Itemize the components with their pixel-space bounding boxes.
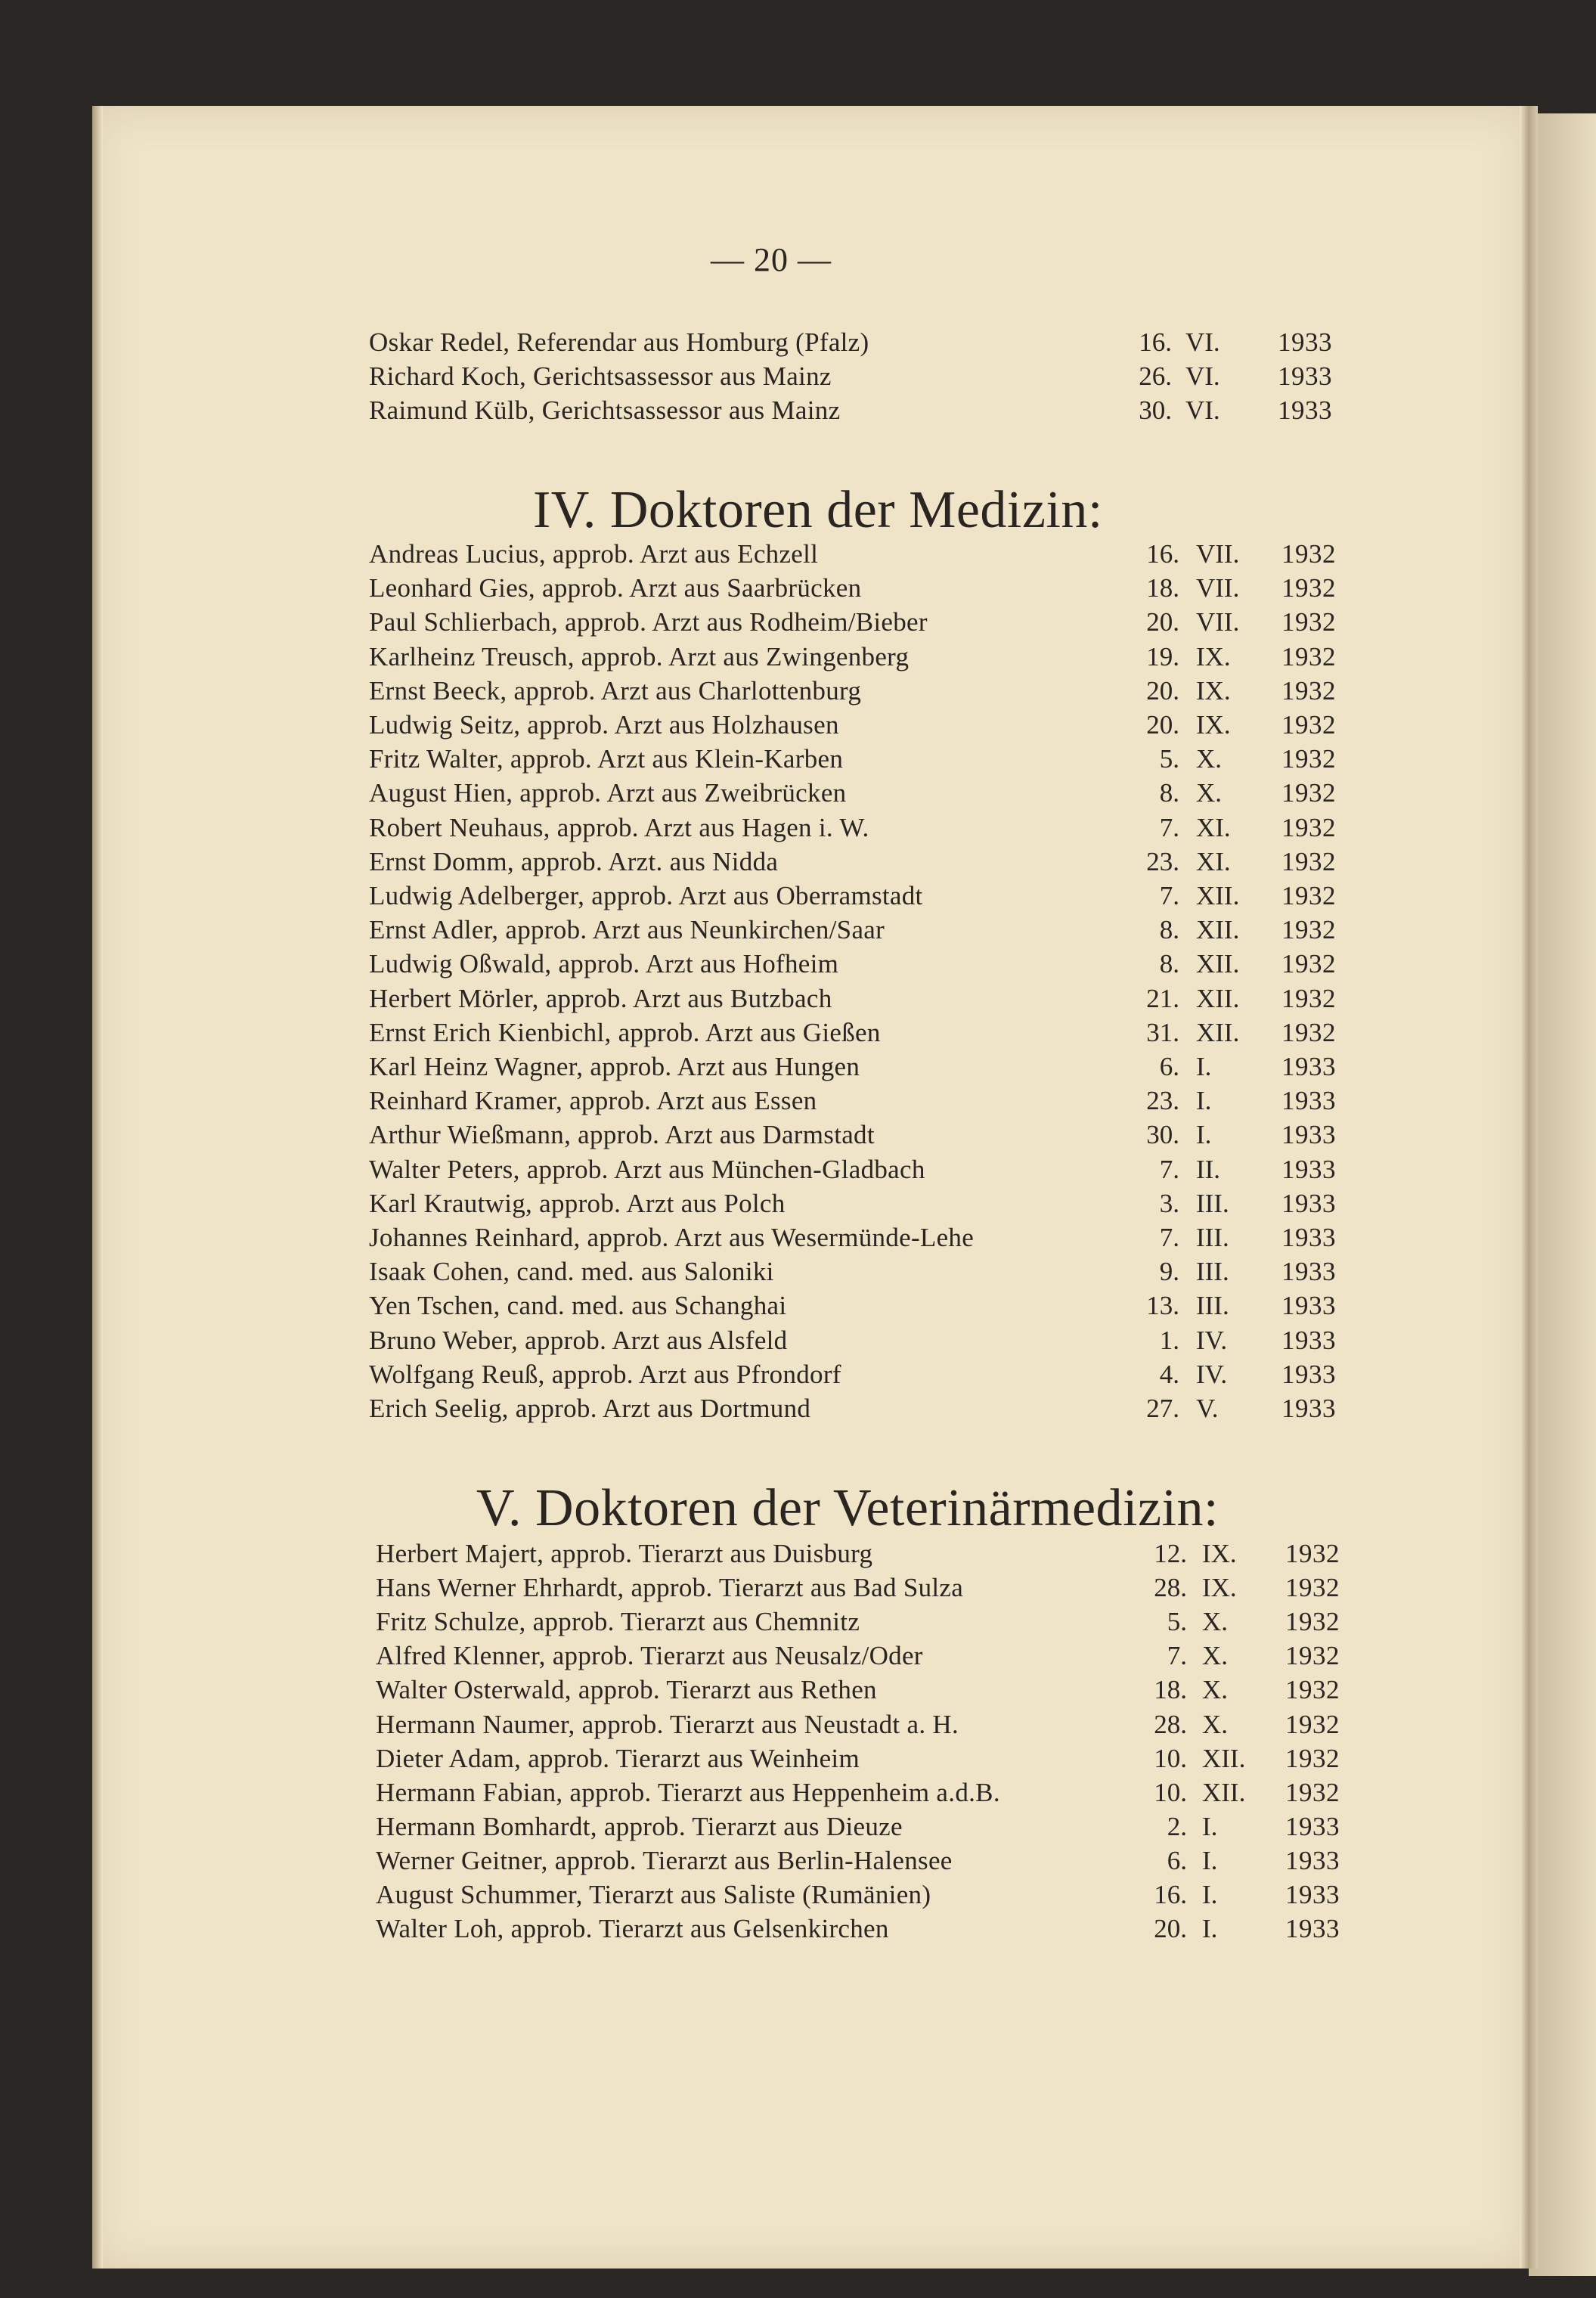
entry-year: 1933: [1285, 1845, 1340, 1875]
entry-day: 28.: [1154, 1709, 1187, 1739]
entry-month: III.: [1196, 1223, 1229, 1252]
entry-day: 26.: [1139, 361, 1172, 391]
list-entry: [369, 359, 1353, 394]
entry-year: 1933: [1281, 1291, 1336, 1321]
entry-name: Herbert Majert, approb. Tierarzt aus Duisburg: [376, 1539, 873, 1568]
entry-year: 1932: [1281, 744, 1336, 774]
entry-day: 7.: [1159, 1223, 1179, 1252]
entry-day: 23.: [1146, 1086, 1179, 1116]
entry-year: 1932: [1281, 881, 1336, 910]
list-entry: [369, 1050, 1357, 1084]
entry-day: 10.: [1154, 1743, 1187, 1773]
entry-name: Erich Seelig, approb. Arzt aus Dortmund: [369, 1394, 811, 1423]
list-entry: [369, 605, 1357, 640]
list-entry: [369, 811, 1357, 845]
entry-year: 1932: [1285, 1573, 1340, 1603]
entry-month: X.: [1202, 1641, 1229, 1671]
entry-day: 21.: [1146, 983, 1179, 1013]
entry-month: XI.: [1196, 812, 1231, 842]
entry-day: 2.: [1167, 1811, 1187, 1841]
entry-month: I.: [1196, 1120, 1212, 1150]
entry-name: Ernst Domm, approb. Arzt. aus Nidda: [369, 846, 779, 876]
entry-month: X.: [1202, 1607, 1229, 1637]
list-entry: [369, 325, 1353, 360]
entry-name: Walter Osterwald, approb. Tierarzt aus Rethen: [376, 1675, 877, 1705]
entry-month: XII.: [1196, 1017, 1240, 1047]
entry-month: IX.: [1202, 1573, 1237, 1603]
entry-name: Leonhard Gies, approb. Arzt aus Saarbrücken: [369, 573, 862, 603]
entry-month: VII.: [1196, 607, 1240, 637]
entry-year: 1932: [1285, 1777, 1340, 1807]
entry-month: XI.: [1196, 846, 1231, 876]
list-entry: [376, 1741, 1361, 1776]
entry-day: 20.: [1146, 675, 1179, 706]
entry-name: Bruno Weber, approb. Arzt aus Alsfeld: [369, 1325, 788, 1355]
entry-year: 1933: [1278, 327, 1332, 357]
entry-day: 13.: [1146, 1291, 1179, 1321]
entry-year: 1933: [1281, 1359, 1336, 1389]
entry-day: 18.: [1154, 1675, 1187, 1705]
entry-name: Robert Neuhaus, approb. Arzt aus Hagen i. W.: [369, 812, 869, 842]
entry-year: 1933: [1281, 1223, 1336, 1252]
entry-year: 1932: [1281, 812, 1336, 842]
entry-day: 5.: [1167, 1607, 1187, 1637]
list-entry: [376, 1707, 1361, 1742]
list-entry: [369, 1084, 1357, 1118]
entry-name: Karlheinz Treusch, approb. Arzt aus Zwingenberg: [369, 641, 910, 671]
entry-year: 1933: [1281, 1257, 1336, 1287]
entry-year: 1932: [1281, 846, 1336, 876]
entry-year: 1933: [1281, 1086, 1336, 1116]
entry-month: I.: [1202, 1914, 1218, 1944]
entry-month: II.: [1196, 1154, 1221, 1184]
page-gutter: [1520, 106, 1538, 2269]
entry-day: 12.: [1154, 1539, 1187, 1568]
list-entry: [376, 1775, 1361, 1810]
list-entry: [369, 708, 1357, 743]
entry-name: Reinhard Kramer, approb. Arzt aus Essen: [369, 1086, 817, 1116]
entry-year: 1932: [1285, 1641, 1340, 1671]
entry-day: 18.: [1146, 573, 1179, 603]
entry-month: I.: [1196, 1086, 1212, 1116]
entry-month: XII.: [1202, 1743, 1246, 1773]
entry-year: 1932: [1281, 949, 1336, 979]
list-entry: [369, 879, 1357, 913]
entry-day: 5.: [1159, 744, 1179, 774]
entry-day: 7.: [1167, 1641, 1187, 1671]
entry-year: 1933: [1281, 1188, 1336, 1218]
entry-name: Wolfgang Reuß, approb. Arzt aus Pfrondorf: [369, 1359, 841, 1389]
entry-name: Ernst Erich Kienbichl, approb. Arzt aus Gießen: [369, 1017, 881, 1047]
entry-day: 16.: [1139, 327, 1172, 357]
list-entry: [376, 1673, 1361, 1707]
entry-name: Herbert Mörler, approb. Arzt aus Butzbach: [369, 983, 832, 1013]
entry-name: Richard Koch, Gerichtsassessor aus Mainz: [369, 361, 832, 391]
entry-day: 19.: [1146, 641, 1179, 671]
entry-day: 8.: [1159, 778, 1179, 808]
list-entry: [376, 1537, 1361, 1571]
entry-month: I.: [1202, 1845, 1218, 1875]
list-entry: [369, 393, 1353, 428]
entry-year: 1932: [1281, 1017, 1336, 1047]
list-entry: [369, 674, 1357, 709]
entry-year: 1933: [1281, 1120, 1336, 1150]
list-entry: [376, 1605, 1361, 1639]
entry-name: Karl Krautwig, approb. Arzt aus Polch: [369, 1188, 786, 1218]
entry-month: V.: [1196, 1394, 1219, 1423]
list-entry: [369, 845, 1357, 879]
entry-month: VI.: [1185, 327, 1220, 357]
entry-day: 8.: [1159, 949, 1179, 979]
list-entry: [376, 1912, 1361, 1946]
entry-day: 7.: [1159, 1154, 1179, 1184]
entry-year: 1932: [1281, 607, 1336, 637]
entry-day: 7.: [1159, 881, 1179, 910]
entry-year: 1932: [1281, 641, 1336, 671]
entry-year: 1932: [1285, 1743, 1340, 1773]
entry-day: 30.: [1139, 395, 1172, 425]
entry-month: IV.: [1196, 1359, 1228, 1389]
entry-year: 1932: [1285, 1607, 1340, 1637]
page-number: — 20 —: [711, 241, 832, 278]
entry-name: August Schummer, Tierarzt aus Saliste (Rumänien): [376, 1880, 931, 1909]
section-iv-heading: IV. Doktoren der Medizin:: [533, 481, 1103, 539]
entry-day: 10.: [1154, 1777, 1187, 1807]
entry-year: 1932: [1281, 539, 1336, 569]
entry-name: Hermann Naumer, approb. Tierarzt aus Neustadt a. H.: [376, 1709, 959, 1739]
list-entry: [369, 1016, 1357, 1050]
entry-name: Hermann Bomhardt, approb. Tierarzt aus Dieuze: [376, 1811, 903, 1841]
entry-month: XII.: [1202, 1777, 1246, 1807]
entry-day: 31.: [1146, 1017, 1179, 1047]
entry-month: XII.: [1196, 983, 1240, 1013]
list-entry: [369, 1118, 1357, 1152]
entry-name: Hermann Fabian, approb. Tierarzt aus Heppenheim a.d.B.: [376, 1777, 1000, 1807]
list-entry: [369, 1254, 1357, 1289]
list-entry: [376, 1571, 1361, 1605]
entry-day: 16.: [1154, 1880, 1187, 1909]
entry-month: III.: [1196, 1291, 1229, 1321]
entry-day: 9.: [1159, 1257, 1179, 1287]
entry-day: 30.: [1146, 1120, 1179, 1150]
entry-month: XII.: [1196, 949, 1240, 979]
entry-month: VII.: [1196, 573, 1240, 603]
list-entry: [369, 1391, 1357, 1426]
entry-year: 1932: [1281, 915, 1336, 945]
list-entry: [376, 1810, 1361, 1844]
list-entry: [369, 571, 1357, 606]
entry-day: 16.: [1146, 539, 1179, 569]
entry-month: IX.: [1196, 710, 1231, 740]
entry-name: Ludwig Oßwald, approb. Arzt aus Hofheim: [369, 949, 839, 979]
entry-name: Werner Geitner, approb. Tierarzt aus Berlin-Halensee: [376, 1845, 953, 1875]
entry-year: 1932: [1281, 710, 1336, 740]
entry-year: 1933: [1285, 1880, 1340, 1909]
entry-month: IV.: [1196, 1325, 1228, 1355]
entry-name: Fritz Schulze, approb. Tierarzt aus Chemnitz: [376, 1607, 860, 1637]
entry-month: IX.: [1196, 675, 1231, 706]
entry-year: 1932: [1285, 1709, 1340, 1739]
entry-year: 1933: [1285, 1914, 1340, 1944]
list-entry: [369, 1323, 1357, 1358]
entry-name: Walter Loh, approb. Tierarzt aus Gelsenkirchen: [376, 1914, 889, 1944]
entry-day: 6.: [1167, 1845, 1187, 1875]
entry-year: 1933: [1281, 1394, 1336, 1423]
entry-name: Yen Tschen, cand. med. aus Schanghai: [369, 1291, 787, 1321]
entry-year: 1932: [1285, 1675, 1340, 1705]
entry-year: 1932: [1281, 675, 1336, 706]
list-entry: [369, 776, 1357, 811]
list-entry: [369, 1357, 1357, 1392]
entry-name: Alfred Klenner, approb. Tierarzt aus Neusalz/Oder: [376, 1641, 923, 1671]
entry-name: Fritz Walter, approb. Arzt aus Klein-Karben: [369, 744, 844, 774]
entry-month: I.: [1202, 1811, 1218, 1841]
entry-year: 1933: [1278, 361, 1332, 391]
list-entry: [369, 1152, 1357, 1187]
list-entry: [369, 1289, 1357, 1323]
entry-year: 1932: [1285, 1539, 1340, 1568]
section-v-heading: V. Doktoren der Veterinärmedizin:: [476, 1479, 1219, 1537]
entry-month: X.: [1202, 1675, 1229, 1705]
list-entry: [369, 1220, 1357, 1255]
entry-name: Arthur Wießmann, approb. Arzt aus Darmstadt: [369, 1120, 875, 1150]
list-entry: [369, 1186, 1357, 1221]
list-entry: [369, 982, 1357, 1016]
entry-name: Isaak Cohen, cand. med. aus Saloniki: [369, 1257, 774, 1287]
list-entry: [369, 640, 1357, 675]
entry-name: Johannes Reinhard, approb. Arzt aus Wesermünde-Lehe: [369, 1223, 975, 1252]
entry-month: XII.: [1196, 881, 1240, 910]
list-entry: [376, 1844, 1361, 1878]
list-entry: [376, 1639, 1361, 1673]
entry-day: 7.: [1159, 812, 1179, 842]
entry-name: Ernst Adler, approb. Arzt aus Neunkirchen/Saar: [369, 915, 885, 945]
entry-name: Paul Schlierbach, approb. Arzt aus Rodheim/Bieber: [369, 607, 928, 637]
entry-name: Hans Werner Ehrhardt, approb. Tierarzt aus Bad Sulza: [376, 1573, 964, 1603]
entry-day: 28.: [1154, 1573, 1187, 1603]
list-entry: [369, 947, 1357, 982]
entry-name: Dieter Adam, approb. Tierarzt aus Weinheim: [376, 1743, 860, 1773]
entry-month: X.: [1196, 744, 1223, 774]
entry-name: Walter Peters, approb. Arzt aus München-Gladbach: [369, 1154, 925, 1184]
entry-month: III.: [1196, 1257, 1229, 1287]
entry-day: 1.: [1159, 1325, 1179, 1355]
entry-year: 1933: [1281, 1325, 1336, 1355]
entry-year: 1933: [1278, 395, 1332, 425]
entry-year: 1933: [1281, 1154, 1336, 1184]
entry-year: 1933: [1281, 1052, 1336, 1081]
page-spine-shadow: [92, 106, 103, 2269]
entry-name: Raimund Külb, Gerichtsassessor aus Mainz: [369, 395, 841, 425]
entry-month: IX.: [1196, 641, 1231, 671]
entry-month: X.: [1196, 778, 1223, 808]
entry-day: 20.: [1146, 607, 1179, 637]
entry-month: VI.: [1185, 361, 1220, 391]
entry-name: Ernst Beeck, approb. Arzt aus Charlottenburg: [369, 675, 862, 706]
entry-day: 6.: [1159, 1052, 1179, 1081]
entry-day: 23.: [1146, 846, 1179, 876]
entry-name: Oskar Redel, Referendar aus Homburg (Pfalz): [369, 327, 869, 357]
entry-year: 1932: [1281, 778, 1336, 808]
entry-name: Ludwig Adelberger, approb. Arzt aus Oberramstadt: [369, 881, 923, 910]
entry-month: VII.: [1196, 539, 1240, 569]
entry-name: August Hien, approb. Arzt aus Zweibrücken: [369, 778, 847, 808]
entry-year: 1932: [1281, 983, 1336, 1013]
entry-name: Ludwig Seitz, approb. Arzt aus Holzhausen: [369, 710, 839, 740]
entry-day: 27.: [1146, 1394, 1179, 1423]
entry-day: 20.: [1154, 1914, 1187, 1944]
entry-day: 4.: [1159, 1359, 1179, 1389]
entry-month: III.: [1196, 1188, 1229, 1218]
entry-name: Karl Heinz Wagner, approb. Arzt aus Hungen: [369, 1052, 860, 1081]
list-entry: [369, 537, 1357, 572]
entry-month: X.: [1202, 1709, 1229, 1739]
entry-day: 20.: [1146, 710, 1179, 740]
list-entry: [369, 742, 1357, 777]
entry-year: 1933: [1285, 1811, 1340, 1841]
entry-month: VI.: [1185, 395, 1220, 425]
entry-name: Andreas Lucius, approb. Arzt aus Echzell: [369, 539, 819, 569]
list-entry: [376, 1878, 1361, 1912]
entry-month: IX.: [1202, 1539, 1237, 1568]
entry-month: XII.: [1196, 915, 1240, 945]
entry-year: 1932: [1281, 573, 1336, 603]
entry-day: 8.: [1159, 915, 1179, 945]
entry-day: 3.: [1159, 1188, 1179, 1218]
facing-page-edge: [1529, 113, 1596, 2276]
entry-month: I.: [1196, 1052, 1212, 1081]
entry-month: I.: [1202, 1880, 1218, 1909]
list-entry: [369, 913, 1357, 947]
